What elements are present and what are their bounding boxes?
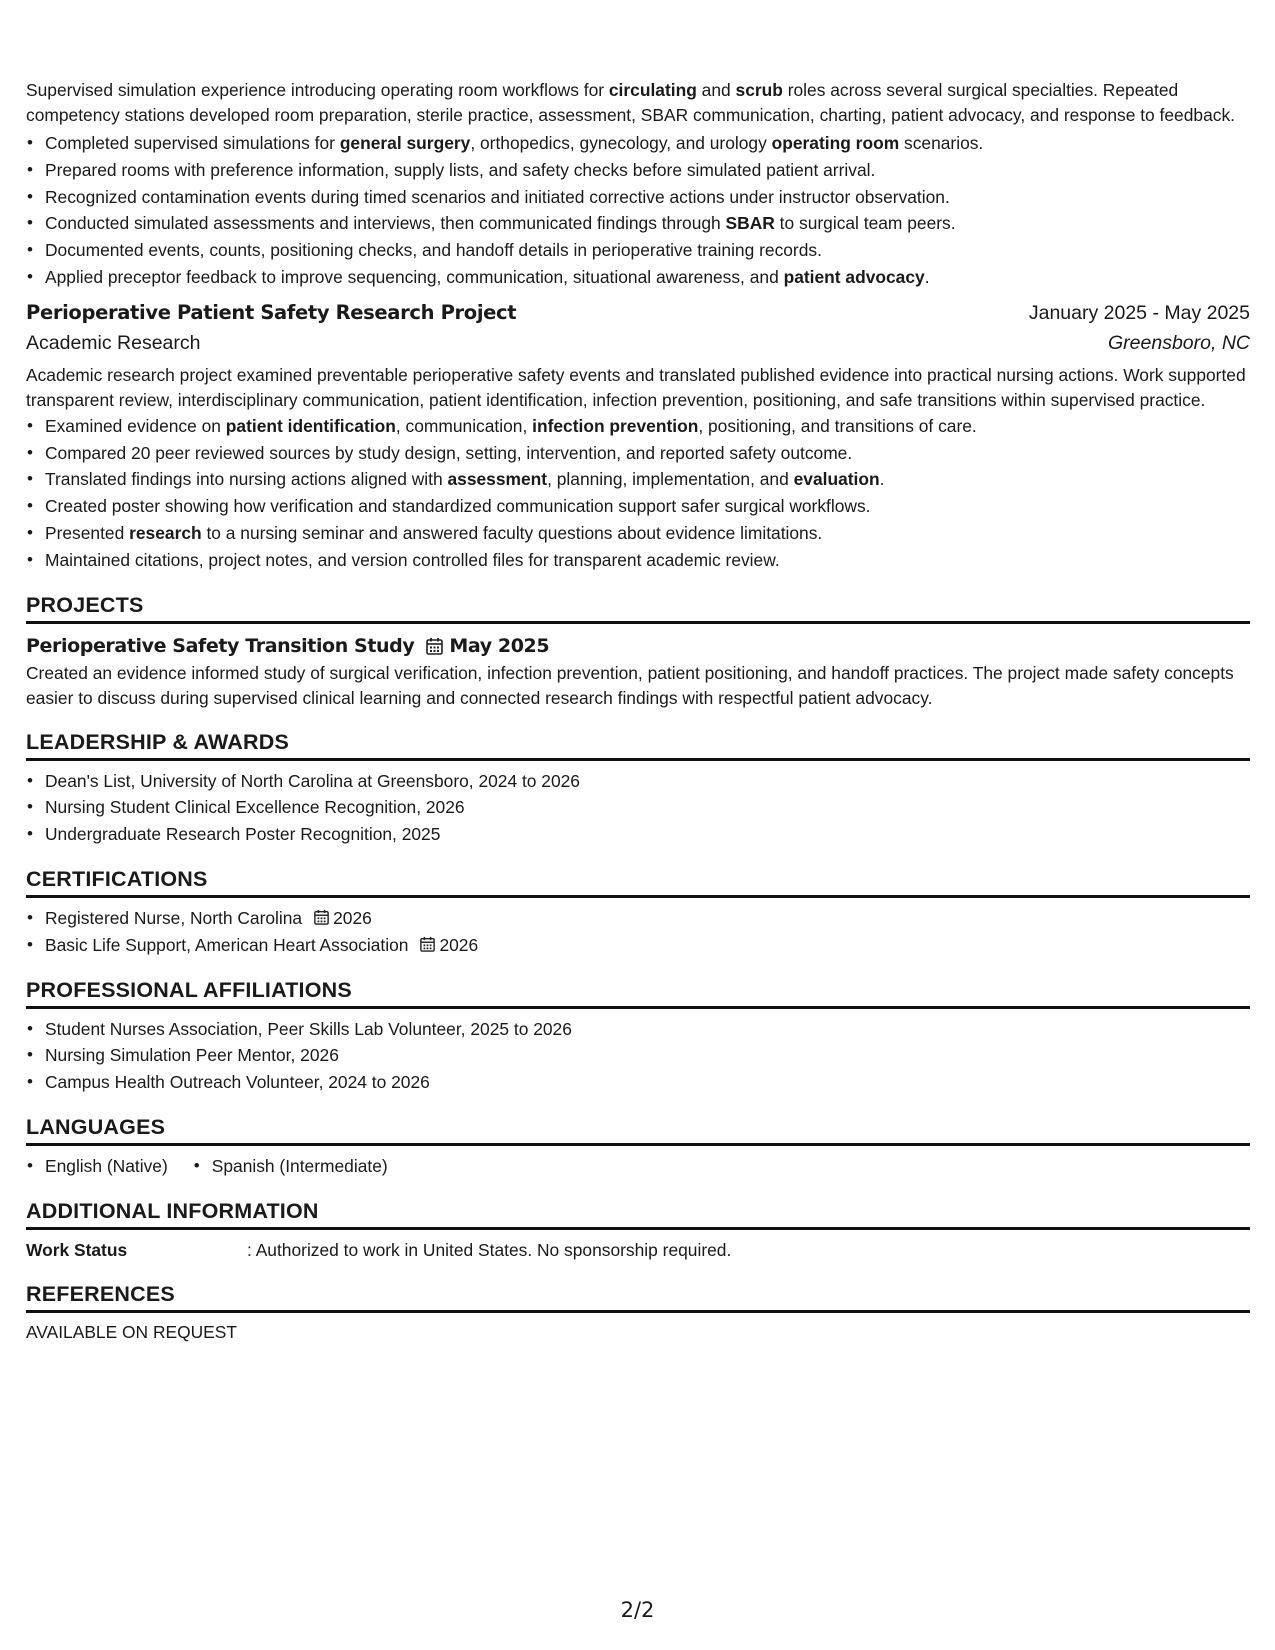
languages-list (26, 1153, 1250, 1180)
list-item: • Dean's List, University of North Carolina at Greensboro, 2024 to 2026 (45, 768, 1250, 795)
section-heading-leadership: LEADERSHIP & AWARDS (26, 729, 1250, 761)
calendar-icon (314, 909, 329, 925)
research-bullets (26, 413, 1250, 574)
project-header (26, 631, 1250, 661)
research-location: Greensboro, NC (1108, 331, 1250, 354)
list-item: • Campus Health Outreach Volunteer, 2024 to 2026 (45, 1069, 1250, 1096)
list-item: • Documented events, counts, positioning checks, and handoff details in perioperative training records. (45, 237, 1250, 264)
resume-page-2 (26, 78, 1250, 1345)
list-item: • Nursing Simulation Peer Mentor, 2026 (45, 1042, 1250, 1069)
list-item: • Translated findings into nursing actions aligned with assessment, planning, implementation, and evaluation. (45, 466, 1250, 493)
research-summary: Academic research project examined preventable perioperative safety events and translated published evidence into practical nursing actions. Work supported transparent review, interdisciplinary communication, patient identification, infection prevention, positioning, and safe transitions within supervised practice. (26, 364, 1246, 410)
project-date: May 2025 (449, 634, 550, 657)
work-status-value: : Authorized to work in United States. No sponsorship required. (247, 1239, 732, 1260)
research-experience (26, 298, 1250, 574)
calendar-icon (420, 936, 435, 952)
list-item (45, 932, 1250, 959)
references-text: AVAILABLE ON REQUEST (26, 1321, 238, 1342)
list-item: • Recognized contamination events during timed scenarios and initiated corrective actions under instructor observation. (45, 184, 1250, 211)
research-header (26, 298, 1250, 328)
cert-name: Registered Nurse, North Carolina (45, 907, 303, 928)
cert-year: 2026 (333, 907, 372, 928)
section-heading-projects: PROJECTS (26, 592, 1250, 624)
list-item: • Compared 20 peer reviewed sources by study design, setting, intervention, and reported safety outcome. (45, 440, 1250, 467)
list-item: • Applied preceptor feedback to improve sequencing, communication, situational awareness, and patient advocacy. (45, 264, 1250, 291)
bold-term: circulating (608, 80, 697, 100)
section-heading-affiliations: PROFESSIONAL AFFILIATIONS (26, 977, 1250, 1009)
cert-year: 2026 (439, 934, 479, 955)
list-item: • Undergraduate Research Poster Recognition, 2025 (45, 821, 1250, 848)
project-title: Perioperative Safety Transition Study (26, 634, 415, 657)
list-item: • Presented research to a nursing seminar and answered faculty questions about evidence limitations. (45, 520, 1250, 547)
work-status-row (26, 1237, 1250, 1263)
simulation-summary: Supervised simulation experience introducing operating room workflows for circulating and scrub roles across several surgical specialties. Repeated competency stations developed room preparation, sterile practice, assessment, SBAR communication, charting, patient advocacy, and response to feedback. (26, 80, 1235, 125)
simulation-bullets (26, 130, 1250, 291)
section-heading-languages: LANGUAGES (26, 1114, 1250, 1146)
project-description: Created an evidence informed study of surgical verification, infection prevention, patient positioning, and handoff practices. The project made safety concepts easier to discuss during supervised clinical learning and connected research findings with respectful patient advocacy. (26, 662, 1234, 708)
section-heading-certifications: CERTIFICATIONS (26, 866, 1250, 898)
cert-name: Basic Life Support, American Heart Association (45, 934, 409, 955)
research-subheader (26, 328, 1250, 358)
list-item: • Student Nurses Association, Peer Skills Lab Volunteer, 2025 to 2026 (45, 1016, 1250, 1043)
list-item: • Examined evidence on patient identification, communication, infection prevention, positioning, and transitions of care. (45, 413, 1250, 440)
research-dates: January 2025 - May 2025 (1028, 301, 1250, 324)
list-item: • Created poster showing how verification and standardized communication support safer surgical workflows. (45, 493, 1250, 520)
research-org: Academic Research (26, 331, 201, 354)
page-number: 2/2 (620, 1598, 655, 1622)
list-item: • Prepared rooms with preference information, supply lists, and safety checks before simulated patient arrival. (45, 157, 1250, 184)
leadership-list (26, 768, 1250, 848)
certifications-list (26, 905, 1250, 959)
section-heading-references: REFERENCES (26, 1281, 1250, 1313)
calendar-icon (426, 637, 443, 655)
list-item (45, 905, 1250, 932)
list-item: • Conducted simulated assessments and interviews, then communicated findings through SBAR to surgical team peers. (45, 210, 1250, 237)
list-item: • Nursing Student Clinical Excellence Recognition, 2026 (45, 794, 1250, 821)
simulation-experience (26, 78, 1250, 291)
bold-term: scrub (735, 80, 783, 100)
list-item: • Spanish (Intermediate) (212, 1153, 388, 1180)
section-heading-additional: ADDITIONAL INFORMATION (26, 1198, 1250, 1230)
list-item: • English (Native) (45, 1153, 168, 1180)
list-item: • Maintained citations, project notes, and version controlled files for transparent academic review. (45, 547, 1250, 574)
affiliations-list (26, 1016, 1250, 1096)
work-status-label: Work Status (26, 1239, 128, 1260)
research-title: Perioperative Patient Safety Research Project (26, 300, 517, 324)
list-item: • Completed supervised simulations for general surgery, orthopedics, gynecology, and urology operating room scenarios. (45, 130, 1250, 157)
